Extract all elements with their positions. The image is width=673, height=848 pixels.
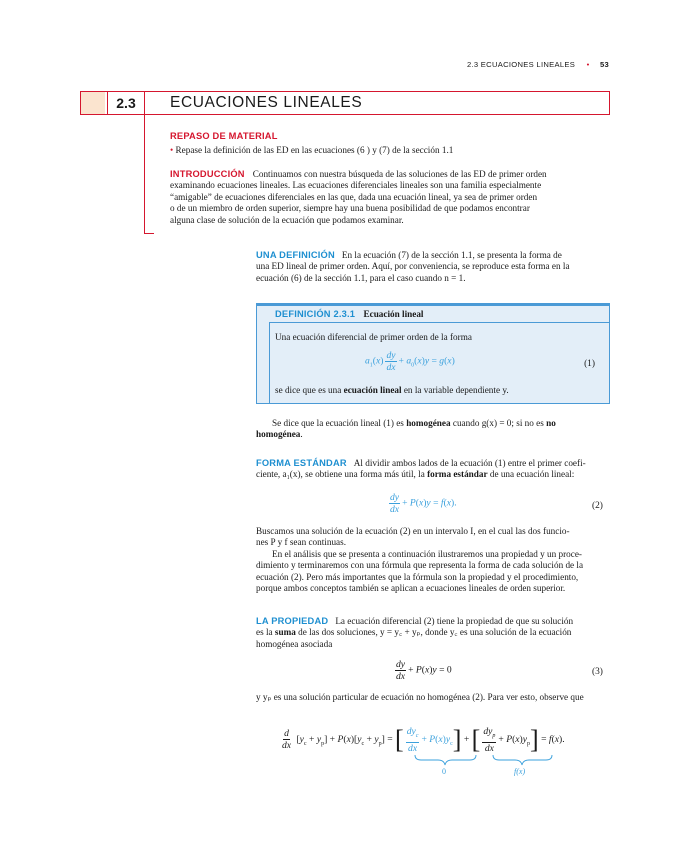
definition-name: Ecuación lineal [363,309,424,319]
equation-2-number: (2) [592,501,603,511]
forma-estandar-heading: FORMA ESTÁNDAR [256,458,347,468]
buscamos-paragraph: Buscamos una solución de la ecuación (2) en un intervalo I, en el cual las dos funcio- nes P y f sean continuas. En el análisis que se presenta a continuación ilustraremos una propiedad y un proce- dimiento y terminaremos con una fórmula que representa la forma de cada solución de la ecuación (2). Pero más importantes que la fórmula son la propiedad y el procedimiento, porque ambos conceptos también se aplican a ecuaciones lineales de orden superior. [256,526,584,594]
underbrace-label-right: f(x) [514,767,526,776]
una-definicion-line: una ED lineal de primer orden. Aquí, por conveniencia, se reproduce esta forma en la [256,261,570,272]
underbrace-right [493,755,552,765]
section-title: ECUACIONES LINEALES [170,94,363,111]
underbrace-label-left: 0 [442,767,446,776]
una-definicion-line: ecuación (6) de la sección 1.1, para el caso cuando n = 1. [256,272,466,283]
repaso-bullet-text: Repase la definición de las ED en las ecuaciones (6 ) y (7) de la sección 1.1 [175,145,454,155]
section-number: 2.3 [107,91,145,115]
equation-3: $\frac{dy}{dx}$ + P(x)y = 0 [396,659,452,682]
la-propiedad-heading: LA PROPIEDAD [256,616,329,626]
underbrace-left [415,755,476,765]
equation-2: $\frac{dy}{dx}$ + P(x)y = f(x). [390,492,457,515]
definition-text-1: Una ecuación diferencial de primer orden de la forma [275,332,472,342]
final-equation: $\frac{d}{dx}$ $[y_c + y_p] + P(x)[y_c + y_p]$ = [ $\frac{dy_c}{dx}$ + $P(x)y_c$] + [ $\frac{dy_p}{dx}$ + $P(x)y_p] = f(x)$. [282,724,565,754]
intro-line: “amigable” de ecuaciones diferenciales en las que, dada una ecuación lineal, ya sea de primer orden [170,191,538,202]
definition-label: DEFINICIÓN 2.3.1 [275,309,356,319]
homogenea-paragraph: Se dice que la ecuación lineal (1) es homogénea cuando g(x) = 0; si no es no homogénea. [256,418,556,440]
page-number: 53 [599,60,609,69]
repaso-heading: REPASO DE MATERIAL [170,131,278,141]
equation-3-number: (3) [592,667,603,677]
la-propiedad-after: y yₚ es una solución particular de ecuación no homogénea (2). Para ver esto, observe que [256,692,584,702]
definition-text-2: se dice que es una ecuación lineal en la variable dependiente y. [275,385,509,395]
equation-1: $a_1(x)$ $\frac{dy}{dx}$ + $a_0(x)y = g(x)$ [365,350,455,373]
una-definicion-line: UNA DEFINICIÓN En la ecuación (7) de la sección 1.1, se presenta la forma de [256,250,562,260]
bullet-icon: • [170,145,174,155]
la-propiedad-paragraph: LA PROPIEDAD La ecuación diferencial (2) tiene la propiedad de que su solución es la suma de las dos soluciones, y = y꜀ + yₚ, donde y꜀ es una solución de la ecuación homogénea asociada [256,616,574,649]
intro-heading: INTRODUCCIÓN [170,169,245,179]
intro-line: examinando ecuaciones lineales. Las ecuaciones diferenciales lineales son una familia especialmente [170,180,542,191]
intro-line: o de un miembro de orden superior, siempre hay una buena posibilidad de que podamos encontrar [170,203,530,214]
una-definicion-heading: UNA DEFINICIÓN [256,250,335,260]
running-head-text: 2.3 ECUACIONES LINEALES [466,60,576,69]
forma-estandar-paragraph: FORMA ESTÁNDAR Al dividir ambos lados de la ecuación (1) entre el primer coefi- ciente, a₁(x), se obtiene una forma más útil, la forma estándar de una ecuación lineal: [256,458,586,480]
header-bullet: • [586,60,590,69]
intro-line: INTRODUCCIÓN Continuamos con nuestra búsqueda de las soluciones de las ED de primer orden [170,169,547,179]
intro-line: alguna clase de solución de la ecuación que podamos examinar. [170,214,404,225]
equation-1-number: (1) [584,359,595,369]
